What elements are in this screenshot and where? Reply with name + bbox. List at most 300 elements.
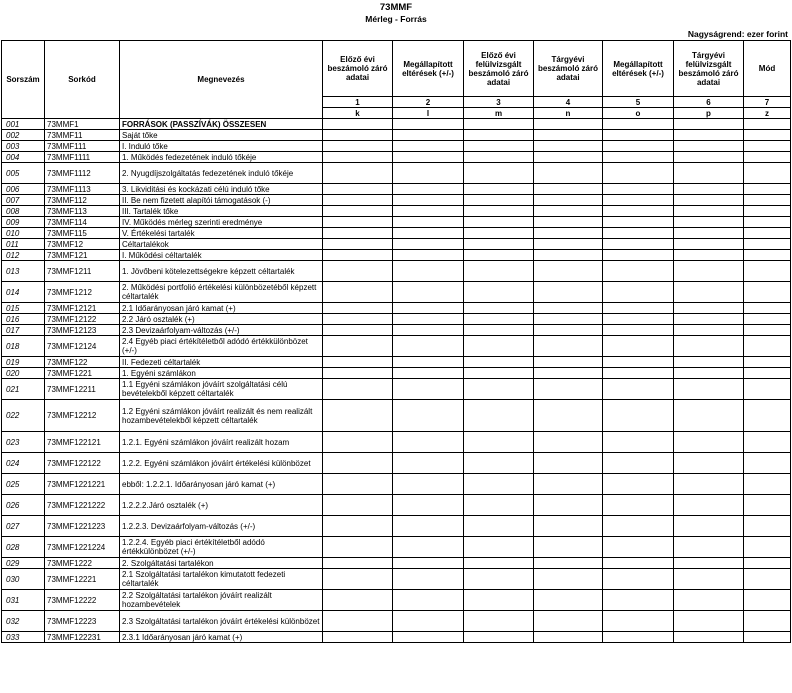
value-cell-6[interactable] [674, 611, 744, 632]
value-cell-7[interactable] [744, 432, 791, 453]
value-cell-6[interactable] [674, 495, 744, 516]
value-cell-4[interactable] [534, 474, 603, 495]
value-cell-6[interactable] [674, 303, 744, 314]
table-row [2, 453, 791, 474]
value-cell-6[interactable] [674, 184, 744, 195]
value-cell-6[interactable] [674, 314, 744, 325]
value-cell-5[interactable] [603, 495, 674, 516]
row-code: 73MMF12211 [45, 379, 120, 400]
value-cell-3[interactable] [464, 239, 534, 250]
value-cell-6[interactable] [674, 453, 744, 474]
value-cell-2[interactable] [393, 119, 464, 130]
value-cell-6[interactable] [674, 152, 744, 163]
value-cell-6[interactable] [674, 261, 744, 282]
value-cell-3[interactable] [464, 152, 534, 163]
value-cell-7[interactable] [744, 516, 791, 537]
value-cell-2[interactable] [393, 228, 464, 239]
value-cell-7[interactable] [744, 453, 791, 474]
row-number: 026 [2, 495, 45, 516]
value-cell-7[interactable] [744, 400, 791, 432]
value-cell-6[interactable] [674, 558, 744, 569]
value-cell-3[interactable] [464, 368, 534, 379]
row-code: 73MMF122122 [45, 453, 120, 474]
row-code: 73MMF11 [45, 130, 120, 141]
value-cell-1[interactable] [323, 474, 393, 495]
value-cell-4[interactable] [534, 217, 603, 228]
value-cell-3[interactable] [464, 537, 534, 558]
value-cell-5[interactable] [603, 590, 674, 611]
col-letter: n [534, 108, 603, 119]
value-cell-2[interactable] [393, 152, 464, 163]
value-cell-2[interactable] [393, 611, 464, 632]
value-cell-3[interactable] [464, 163, 534, 184]
row-label: 1.2.2.2.Járó osztalék (+) [120, 495, 323, 516]
value-cell-4[interactable] [534, 558, 603, 569]
row-code: 73MMF113 [45, 206, 120, 217]
value-cell-1[interactable] [323, 336, 393, 357]
value-cell-4[interactable] [534, 184, 603, 195]
value-cell-3[interactable] [464, 325, 534, 336]
value-cell-2[interactable] [393, 261, 464, 282]
value-cell-7[interactable] [744, 184, 791, 195]
value-cell-5[interactable] [603, 400, 674, 432]
value-cell-1[interactable] [323, 314, 393, 325]
col-number: 6 [674, 97, 744, 108]
value-cell-2[interactable] [393, 325, 464, 336]
row-label: 1. Jövőbeni kötelezettségekre képzett céltartalék [120, 261, 323, 282]
value-cell-5[interactable] [603, 217, 674, 228]
value-cell-5[interactable] [603, 303, 674, 314]
value-cell-6[interactable] [674, 130, 744, 141]
row-label: 1.2 Egyéni számlákon jóváírt realizált és nem realizált hozambevételekből képzett céltartalék [120, 400, 323, 432]
value-cell-3[interactable] [464, 206, 534, 217]
row-label: 1.2.2. Egyéni számlákon jóváírt értékelési különbözet [120, 453, 323, 474]
value-cell-2[interactable] [393, 400, 464, 432]
value-cell-3[interactable] [464, 432, 534, 453]
row-code: 73MMF12212 [45, 400, 120, 432]
value-cell-7[interactable] [744, 239, 791, 250]
value-cell-6[interactable] [674, 632, 744, 643]
value-cell-2[interactable] [393, 303, 464, 314]
value-cell-1[interactable] [323, 217, 393, 228]
value-cell-6[interactable] [674, 590, 744, 611]
value-cell-4[interactable] [534, 239, 603, 250]
value-cell-6[interactable] [674, 239, 744, 250]
row-code: 73MMF12122 [45, 314, 120, 325]
col-number: 1 [323, 97, 393, 108]
value-cell-5[interactable] [603, 611, 674, 632]
value-cell-7[interactable] [744, 228, 791, 239]
row-number: 021 [2, 379, 45, 400]
value-cell-7[interactable] [744, 206, 791, 217]
value-cell-5[interactable] [603, 195, 674, 206]
row-code: 73MMF112 [45, 195, 120, 206]
table-row [2, 611, 791, 632]
value-cell-1[interactable] [323, 495, 393, 516]
value-cell-4[interactable] [534, 537, 603, 558]
value-cell-6[interactable] [674, 119, 744, 130]
row-number: 015 [2, 303, 45, 314]
value-cell-4[interactable] [534, 432, 603, 453]
value-cell-6[interactable] [674, 141, 744, 152]
value-cell-5[interactable] [603, 379, 674, 400]
col-letter: m [464, 108, 534, 119]
row-label: 2. Működési portfolió értékelési különbözetéből képzett céltartalék [120, 282, 323, 303]
value-cell-7[interactable] [744, 537, 791, 558]
value-cell-1[interactable] [323, 379, 393, 400]
value-cell-1[interactable] [323, 250, 393, 261]
value-cell-2[interactable] [393, 195, 464, 206]
value-cell-6[interactable] [674, 357, 744, 368]
value-cell-1[interactable] [323, 261, 393, 282]
value-cell-3[interactable] [464, 611, 534, 632]
value-cell-5[interactable] [603, 569, 674, 590]
row-code: 73MMF114 [45, 217, 120, 228]
value-cell-7[interactable] [744, 611, 791, 632]
value-cell-1[interactable] [323, 163, 393, 184]
value-cell-6[interactable] [674, 250, 744, 261]
row-label: 1. Egyéni számlákon [120, 368, 323, 379]
value-cell-1[interactable] [323, 632, 393, 643]
row-label: 2.2 Járó osztalék (+) [120, 314, 323, 325]
value-cell-2[interactable] [393, 314, 464, 325]
value-cell-5[interactable] [603, 558, 674, 569]
value-cell-4[interactable] [534, 250, 603, 261]
value-cell-3[interactable] [464, 558, 534, 569]
value-cell-6[interactable] [674, 325, 744, 336]
value-cell-7[interactable] [744, 163, 791, 184]
value-cell-3[interactable] [464, 119, 534, 130]
value-cell-7[interactable] [744, 368, 791, 379]
value-cell-2[interactable] [393, 184, 464, 195]
value-cell-2[interactable] [393, 474, 464, 495]
value-cell-6[interactable] [674, 163, 744, 184]
row-number: 024 [2, 453, 45, 474]
value-cell-7[interactable] [744, 357, 791, 368]
table-row [2, 474, 791, 495]
value-cell-2[interactable] [393, 357, 464, 368]
row-label: ebből: 1.2.2.1. Időarányosan járó kamat (+) [120, 474, 323, 495]
value-cell-5[interactable] [603, 632, 674, 643]
value-cell-7[interactable] [744, 152, 791, 163]
value-cell-2[interactable] [393, 163, 464, 184]
value-cell-1[interactable] [323, 303, 393, 314]
value-cell-6[interactable] [674, 336, 744, 357]
value-cell-6[interactable] [674, 282, 744, 303]
value-cell-7[interactable] [744, 632, 791, 643]
col-number: 2 [393, 97, 464, 108]
value-cell-4[interactable] [534, 195, 603, 206]
value-cell-2[interactable] [393, 217, 464, 228]
value-cell-5[interactable] [603, 314, 674, 325]
value-cell-2[interactable] [393, 379, 464, 400]
value-cell-5[interactable] [603, 228, 674, 239]
value-cell-2[interactable] [393, 537, 464, 558]
col-letter: k [323, 108, 393, 119]
value-cell-5[interactable] [603, 432, 674, 453]
value-cell-3[interactable] [464, 632, 534, 643]
value-cell-2[interactable] [393, 239, 464, 250]
row-number: 001 [2, 119, 45, 130]
value-cell-5[interactable] [603, 206, 674, 217]
value-cell-7[interactable] [744, 590, 791, 611]
value-cell-2[interactable] [393, 206, 464, 217]
value-cell-4[interactable] [534, 141, 603, 152]
value-cell-5[interactable] [603, 368, 674, 379]
row-number: 033 [2, 632, 45, 643]
value-cell-6[interactable] [674, 228, 744, 239]
value-cell-6[interactable] [674, 516, 744, 537]
value-cell-1[interactable] [323, 325, 393, 336]
table-row [2, 303, 791, 314]
row-code: 73MMF122231 [45, 632, 120, 643]
col-number: 7 [744, 97, 791, 108]
row-number: 005 [2, 163, 45, 184]
value-cell-7[interactable] [744, 119, 791, 130]
value-cell-3[interactable] [464, 282, 534, 303]
value-cell-1[interactable] [323, 206, 393, 217]
row-code: 73MMF12121 [45, 303, 120, 314]
value-cell-3[interactable] [464, 357, 534, 368]
form-title: 73MMF [379, 2, 413, 13]
value-cell-4[interactable] [534, 228, 603, 239]
value-cell-4[interactable] [534, 590, 603, 611]
value-cell-1[interactable] [323, 119, 393, 130]
value-cell-5[interactable] [603, 250, 674, 261]
value-cell-4[interactable] [534, 357, 603, 368]
value-cell-5[interactable] [603, 152, 674, 163]
value-cell-1[interactable] [323, 453, 393, 474]
value-cell-5[interactable] [603, 163, 674, 184]
value-cell-4[interactable] [534, 206, 603, 217]
value-cell-7[interactable] [744, 282, 791, 303]
value-cell-2[interactable] [393, 336, 464, 357]
row-label: 2. Nyugdíjszolgáltatás fedezetének induló tőkéje [120, 163, 323, 184]
row-number: 028 [2, 537, 45, 558]
value-cell-7[interactable] [744, 303, 791, 314]
row-label: II. Be nem fizetett alapítói támogatások (-) [120, 195, 323, 206]
value-cell-6[interactable] [674, 195, 744, 206]
value-cell-4[interactable] [534, 325, 603, 336]
row-label: V. Értékelési tartalék [120, 228, 323, 239]
value-cell-1[interactable] [323, 611, 393, 632]
value-cell-2[interactable] [393, 432, 464, 453]
value-cell-2[interactable] [393, 569, 464, 590]
value-cell-6[interactable] [674, 432, 744, 453]
value-cell-4[interactable] [534, 282, 603, 303]
value-cell-4[interactable] [534, 516, 603, 537]
value-cell-3[interactable] [464, 453, 534, 474]
table-row [2, 141, 791, 152]
value-cell-4[interactable] [534, 152, 603, 163]
value-cell-5[interactable] [603, 516, 674, 537]
row-label: 1. Működés fedezetének induló tőkéje [120, 152, 323, 163]
balance-sheet-table [1, 40, 791, 643]
value-cell-2[interactable] [393, 495, 464, 516]
value-cell-5[interactable] [603, 239, 674, 250]
value-cell-2[interactable] [393, 516, 464, 537]
value-cell-5[interactable] [603, 119, 674, 130]
value-cell-4[interactable] [534, 495, 603, 516]
value-cell-6[interactable] [674, 206, 744, 217]
value-cell-3[interactable] [464, 261, 534, 282]
value-cell-4[interactable] [534, 368, 603, 379]
value-cell-3[interactable] [464, 569, 534, 590]
value-cell-5[interactable] [603, 261, 674, 282]
value-cell-6[interactable] [674, 217, 744, 228]
col-header-2: Megállapított eltérések (+/-) [393, 41, 464, 97]
value-cell-7[interactable] [744, 314, 791, 325]
value-cell-1[interactable] [323, 516, 393, 537]
value-cell-5[interactable] [603, 357, 674, 368]
value-cell-7[interactable] [744, 474, 791, 495]
value-cell-4[interactable] [534, 379, 603, 400]
col-header-5: Megállapított eltérések (+/-) [603, 41, 674, 97]
value-cell-3[interactable] [464, 336, 534, 357]
value-cell-6[interactable] [674, 368, 744, 379]
value-cell-3[interactable] [464, 141, 534, 152]
row-label: 2.1 Időarányosan járó kamat (+) [120, 303, 323, 314]
value-cell-3[interactable] [464, 400, 534, 432]
value-cell-2[interactable] [393, 250, 464, 261]
table-row [2, 314, 791, 325]
value-cell-7[interactable] [744, 261, 791, 282]
value-cell-1[interactable] [323, 239, 393, 250]
value-cell-2[interactable] [393, 590, 464, 611]
value-cell-3[interactable] [464, 379, 534, 400]
value-cell-4[interactable] [534, 163, 603, 184]
value-cell-7[interactable] [744, 569, 791, 590]
value-cell-2[interactable] [393, 453, 464, 474]
value-cell-2[interactable] [393, 130, 464, 141]
value-cell-3[interactable] [464, 195, 534, 206]
value-cell-4[interactable] [534, 569, 603, 590]
value-cell-5[interactable] [603, 141, 674, 152]
row-number: 031 [2, 590, 45, 611]
value-cell-5[interactable] [603, 130, 674, 141]
value-cell-1[interactable] [323, 141, 393, 152]
value-cell-6[interactable] [674, 569, 744, 590]
value-cell-2[interactable] [393, 141, 464, 152]
value-cell-5[interactable] [603, 453, 674, 474]
value-cell-1[interactable] [323, 400, 393, 432]
value-cell-7[interactable] [744, 558, 791, 569]
value-cell-3[interactable] [464, 314, 534, 325]
value-cell-1[interactable] [323, 569, 393, 590]
value-cell-3[interactable] [464, 228, 534, 239]
col-letter: o [603, 108, 674, 119]
row-code: 73MMF1221224 [45, 537, 120, 558]
value-cell-4[interactable] [534, 130, 603, 141]
table-row [2, 261, 791, 282]
col-header-1: Előző évi beszámoló záró adatai [323, 41, 393, 97]
value-cell-6[interactable] [674, 474, 744, 495]
value-cell-5[interactable] [603, 184, 674, 195]
value-cell-7[interactable] [744, 495, 791, 516]
row-label: 1.2.2.3. Devizaárfolyam-változás (+/-) [120, 516, 323, 537]
value-cell-3[interactable] [464, 217, 534, 228]
value-cell-3[interactable] [464, 516, 534, 537]
table-row [2, 130, 791, 141]
value-cell-1[interactable] [323, 537, 393, 558]
value-cell-3[interactable] [464, 184, 534, 195]
value-cell-6[interactable] [674, 379, 744, 400]
value-cell-4[interactable] [534, 453, 603, 474]
value-cell-2[interactable] [393, 282, 464, 303]
value-cell-7[interactable] [744, 141, 791, 152]
value-cell-1[interactable] [323, 590, 393, 611]
value-cell-3[interactable] [464, 590, 534, 611]
value-cell-3[interactable] [464, 303, 534, 314]
value-cell-4[interactable] [534, 336, 603, 357]
value-cell-7[interactable] [744, 336, 791, 357]
row-number: 027 [2, 516, 45, 537]
value-cell-4[interactable] [534, 611, 603, 632]
value-cell-1[interactable] [323, 152, 393, 163]
value-cell-4[interactable] [534, 632, 603, 643]
row-code: 73MMF12221 [45, 569, 120, 590]
value-cell-7[interactable] [744, 325, 791, 336]
col-header-sorszam: Sorszám [2, 41, 45, 119]
value-cell-1[interactable] [323, 368, 393, 379]
row-label: 3. Likviditási és kockázati célú induló tőke [120, 184, 323, 195]
value-cell-7[interactable] [744, 217, 791, 228]
value-cell-1[interactable] [323, 282, 393, 303]
value-cell-1[interactable] [323, 558, 393, 569]
value-cell-2[interactable] [393, 368, 464, 379]
value-cell-6[interactable] [674, 400, 744, 432]
value-cell-4[interactable] [534, 261, 603, 282]
value-cell-5[interactable] [603, 474, 674, 495]
value-cell-1[interactable] [323, 184, 393, 195]
value-cell-7[interactable] [744, 195, 791, 206]
value-cell-1[interactable] [323, 357, 393, 368]
value-cell-4[interactable] [534, 119, 603, 130]
table-row [2, 152, 791, 163]
value-cell-1[interactable] [323, 228, 393, 239]
table-row [2, 217, 791, 228]
row-code: 73MMF1221222 [45, 495, 120, 516]
table-row [2, 632, 791, 643]
value-cell-7[interactable] [744, 379, 791, 400]
value-cell-3[interactable] [464, 130, 534, 141]
value-cell-3[interactable] [464, 250, 534, 261]
value-cell-7[interactable] [744, 250, 791, 261]
value-cell-3[interactable] [464, 474, 534, 495]
value-cell-7[interactable] [744, 130, 791, 141]
value-cell-4[interactable] [534, 400, 603, 432]
value-cell-1[interactable] [323, 130, 393, 141]
value-cell-2[interactable] [393, 558, 464, 569]
value-cell-5[interactable] [603, 282, 674, 303]
value-cell-5[interactable] [603, 325, 674, 336]
value-cell-5[interactable] [603, 336, 674, 357]
value-cell-1[interactable] [323, 432, 393, 453]
row-number: 010 [2, 228, 45, 239]
row-code: 73MMF1221223 [45, 516, 120, 537]
value-cell-5[interactable] [603, 537, 674, 558]
value-cell-1[interactable] [323, 195, 393, 206]
value-cell-6[interactable] [674, 537, 744, 558]
row-code: 73MMF1211 [45, 261, 120, 282]
value-cell-4[interactable] [534, 303, 603, 314]
value-cell-4[interactable] [534, 314, 603, 325]
row-code: 73MMF111 [45, 141, 120, 152]
row-number: 025 [2, 474, 45, 495]
value-cell-3[interactable] [464, 495, 534, 516]
value-cell-2[interactable] [393, 632, 464, 643]
row-label: 1.2.2.4. Egyéb piaci értékítéletből adódó értékkülönbözet (+/-) [120, 537, 323, 558]
